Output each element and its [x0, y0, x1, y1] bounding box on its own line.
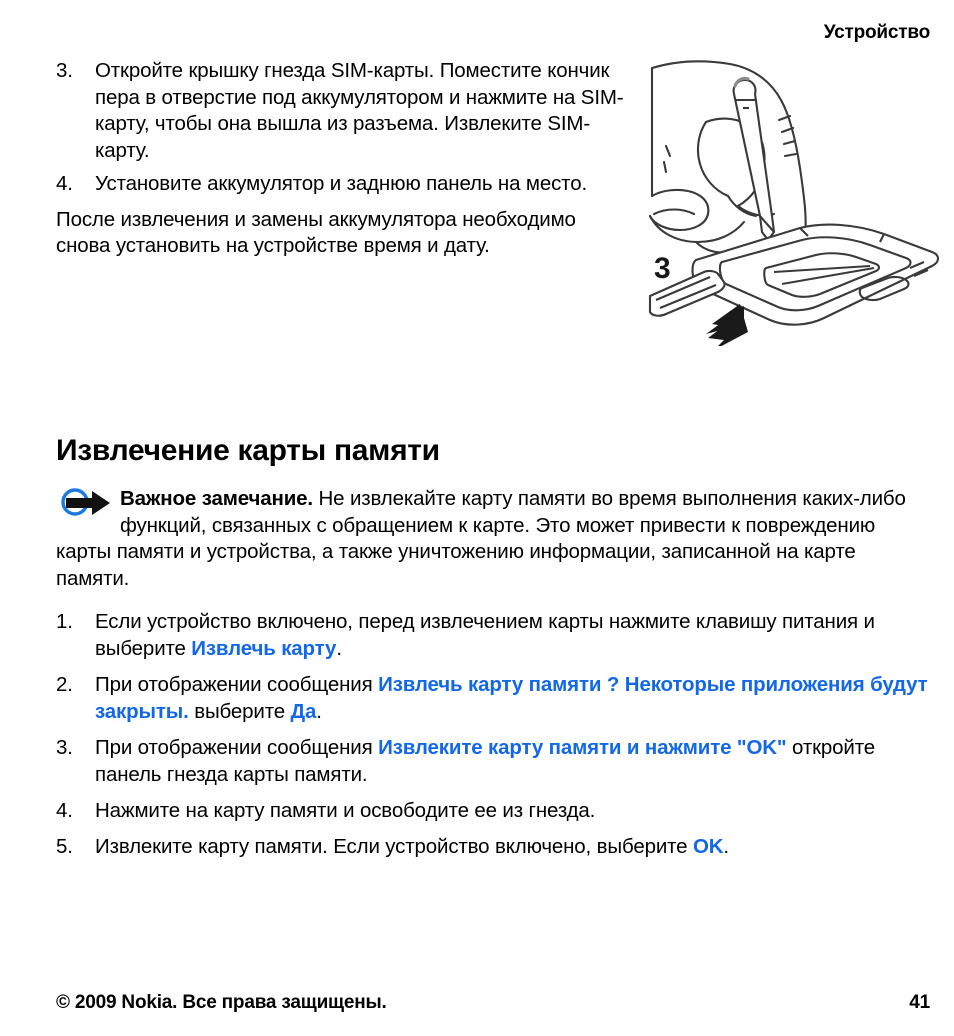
list-item-text: Откройте крышку гнезда SIM-карты. Поместите кончик пера в отверстие под аккумулятором и нажмите на SIM-карту, чтобы она вышла из разъема. Извлеките SIM-карту.: [95, 59, 624, 162]
page-content: [56, 58, 932, 869]
ui-reference: OK: [692, 835, 724, 858]
battery-replacement-note: После извлечения и замены аккумулятора необходимо снова установить на устройстве время и дату.: [56, 207, 576, 257]
list-item: [56, 58, 624, 164]
list-item: [56, 608, 932, 662]
text-run: .: [316, 700, 322, 723]
page-footer: [56, 992, 930, 1014]
figure-step-label: 3: [654, 252, 671, 285]
list-item: [56, 734, 932, 788]
list-marker: 4.: [56, 172, 73, 195]
ui-reference: Извлечь карту: [191, 637, 337, 660]
text-run: .: [336, 637, 342, 660]
important-note-arrow-icon: [56, 488, 118, 516]
list-item: [56, 171, 624, 198]
ui-reference: Да: [290, 700, 317, 723]
important-note-label: Важное замечание.: [120, 487, 313, 510]
list-item-text: [95, 799, 595, 822]
list-item-text: [95, 835, 729, 858]
text-run: При отображении сообщения: [95, 736, 379, 759]
list-item: [56, 797, 932, 824]
list-item-text: Установите аккумулятор и заднюю панель на место.: [95, 172, 587, 195]
list-marker: 2.: [56, 673, 73, 696]
text-run: откройте панель гнезда карты памяти.: [95, 736, 875, 786]
sim-removal-steps: [56, 58, 624, 198]
ui-reference: Извлечь карту памяти ? Некоторые приложения будут закрыты.: [95, 673, 928, 723]
copyright-notice: © 2009 Nokia. Все права защищены.: [56, 992, 387, 1013]
sim-removal-text-column: [56, 58, 624, 260]
text-run: Если устройство включено, перед извлечением карты нажмите клавишу питания и выберите: [95, 610, 875, 660]
list-marker: 3.: [56, 736, 73, 759]
list-item-text: [95, 673, 928, 723]
text-run: выберите: [188, 700, 291, 723]
running-header: Устройство: [823, 22, 930, 43]
important-note: [56, 486, 932, 592]
list-item-text: [95, 610, 875, 660]
memory-card-removal-steps: [56, 608, 932, 860]
page-number: 41: [909, 992, 930, 1013]
list-marker: 5.: [56, 835, 73, 858]
text-run: Нажмите на карту памяти и освободите ее из гнезда.: [95, 799, 596, 822]
hand-stylus-sim-eject-illustration: [648, 56, 940, 346]
list-item-text: [95, 736, 875, 786]
ui-reference: Извлеките карту памяти и нажмите "OK": [378, 736, 787, 759]
text-run: При отображении сообщения: [95, 673, 379, 696]
text-run: Извлеките карту памяти. Если устройство включено, выберите: [95, 835, 693, 858]
page-title: Извлечение карты памяти: [56, 434, 440, 467]
list-item: [56, 671, 932, 725]
important-note-text: Не извлекайте карту памяти во время выполнения каких-либо функций, связанных с обращением к карте. Это может привести к повреждению карты памяти и устройства, а также уничтожению информации, записанной на карте памяти.: [56, 487, 906, 590]
list-marker: 3.: [56, 59, 73, 82]
list-marker: 1.: [56, 610, 73, 633]
list-marker: 4.: [56, 799, 73, 822]
sim-removal-section: [56, 58, 932, 348]
text-run: .: [723, 835, 729, 858]
list-item: [56, 833, 932, 860]
